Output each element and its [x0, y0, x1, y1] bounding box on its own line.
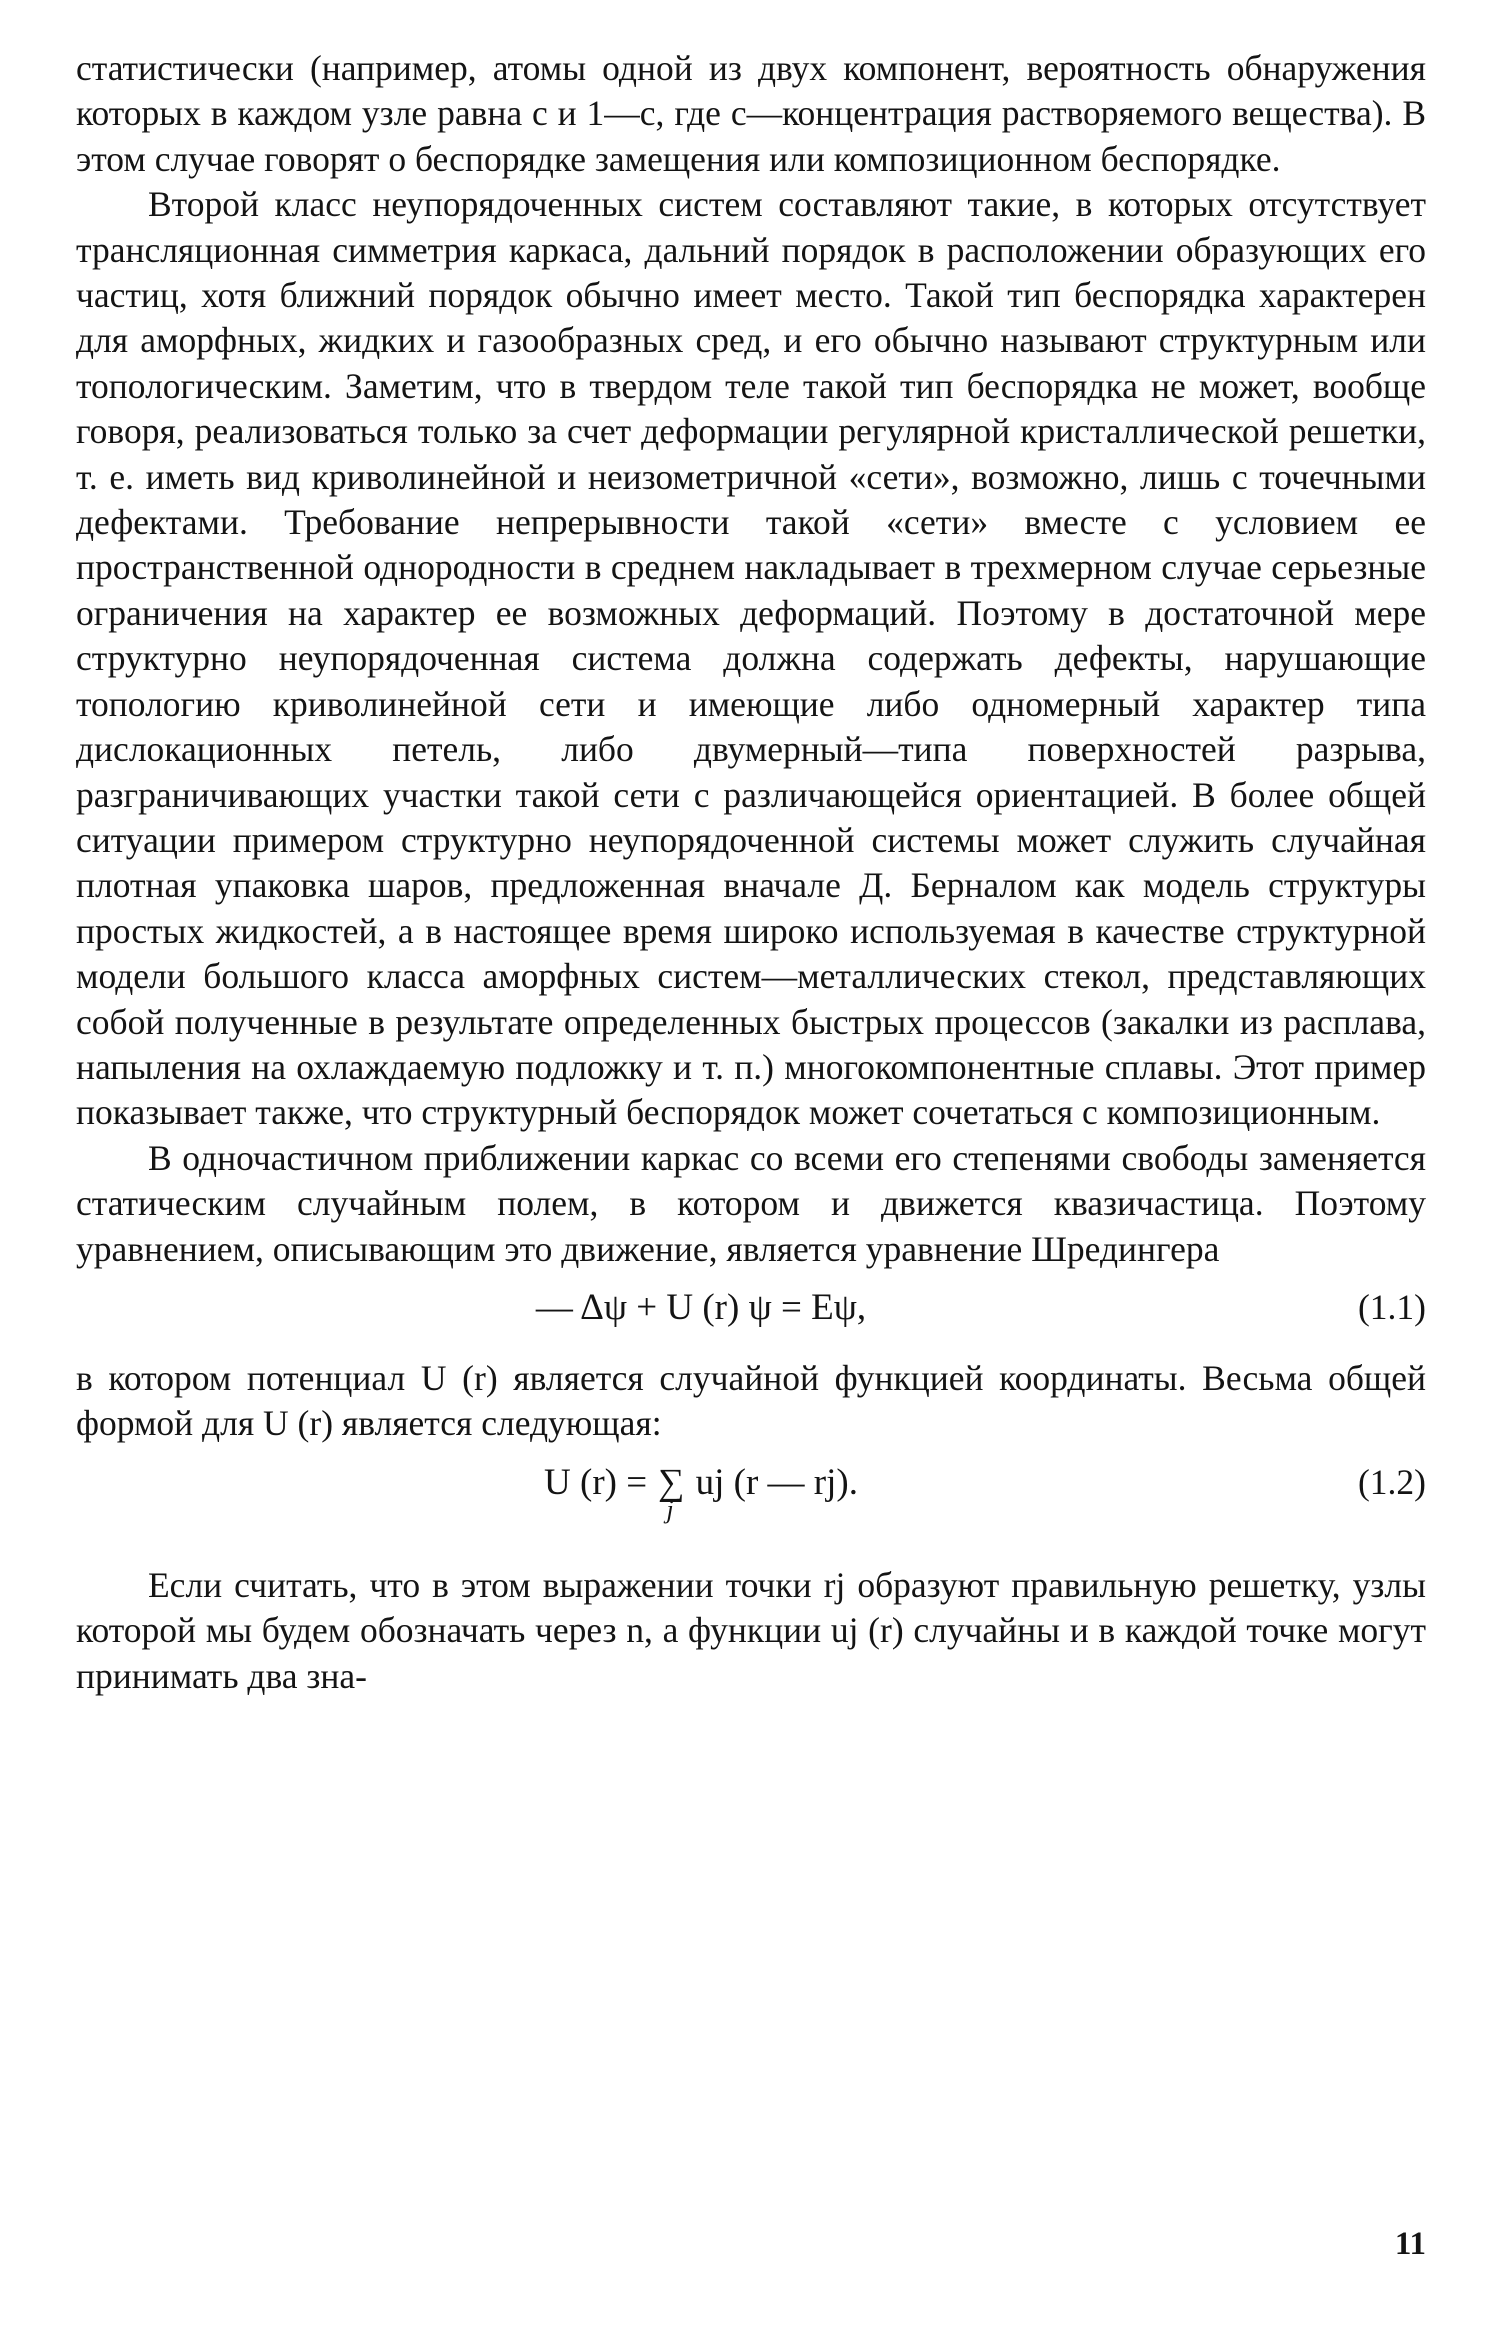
- equation-1-1: [76, 1272, 1426, 1356]
- sum-symbol: ∑ j: [658, 1461, 685, 1524]
- sum-index: j: [666, 1494, 674, 1524]
- equation-1-2-lhs: U (r) =: [544, 1461, 648, 1503]
- paragraph-structural-disorder: Второй класс неупорядоченных систем составляют такие, в которых отсутствует трансляционная симметрия каркаса, дальний порядок в расположении образующих его частиц, хотя ближний порядок обычно имеет место. Такой тип беспорядка характерен для аморфных, жидких и газообразных сред, и его обычно называют структурным или топологическим. Заметим, что в твердом теле такой тип беспорядка не может, вообще говоря, реализоваться только за счет деформации регулярной кристаллической решетки, т. е. иметь вид криволинейной и неизометричной «сети», возможно, лишь с точечными дефектами. Требование непрерывности такой «сети» вместе с условием ее пространственной однородности в среднем накладывает в трехмерном случае серьезные ограничения на характер ее возможных деформаций. Поэтому в достаточной мере структурно неупорядоченная система должна содержать дефекты, нарушающие топологию криволинейной сети и имеющие либо одномерный характер типа дислокационных петель, либо двумерный—типа поверхностей разрыва, разграничивающих участки такой сети с различающейся ориентацией. В более общей ситуации примером структурно неупорядоченной системы может служить случайная плотная упаковка шаров, предложенная вначале Д. Берналом как модель структуры простых жидкостей, а в настоящее время широко используемая в качестве структурной модели большого класса аморфных систем—металлических стекол, представляющих собой полученные в результате определенных быстрых процессов (закалки из расплава, напыления на охлаждаемую подложку и т. п.) многокомпонентные сплавы. Этот пример показывает также, что структурный беспорядок может сочетаться с композиционным.: [76, 184, 1426, 1133]
- equation-1-2-rhs: uj (r — rj).: [695, 1461, 858, 1503]
- paragraph-continuation: статистически (например, атомы одной из двух компонент, вероятность обнаружения которых в каждом узле равна c и 1—c, где c—концентрация растворяемого вещества). В этом случае говорят о беспорядке замещения или композиционном беспорядке.: [76, 48, 1426, 179]
- equation-1-2-number: (1.2): [1357, 1461, 1426, 1502]
- paragraph-lattice-sites: Если считать, что в этом выражении точки rj образуют правильную решетку, узлы которой мы будем обозначать через n, а функции uj (r) случайны и в каждой точке могут принимать два зна-: [76, 1564, 1426, 1696]
- page-number: 11: [1394, 2226, 1426, 2262]
- paragraph-one-particle-approximation: В одночастичном приближении каркас со всеми его степенями свободы заменяется статическим случайным полем, в котором и движется квазичастица. Поэтому уравнением, описывающим это движение, является уравнение Шредингера: [76, 1137, 1426, 1269]
- equation-1-2: [76, 1447, 1426, 1563]
- equation-1-2-body: [76, 1461, 1426, 1524]
- equation-1-1-number: (1.1): [1357, 1286, 1426, 1327]
- equation-1-1-body: — Δψ + U (r) ψ = Eψ,: [535, 1286, 867, 1328]
- paragraph-random-potential: в котором потенциал U (r) является случайной функцией координаты. Весьма общей формой для U (r) является следующая:: [76, 1357, 1426, 1444]
